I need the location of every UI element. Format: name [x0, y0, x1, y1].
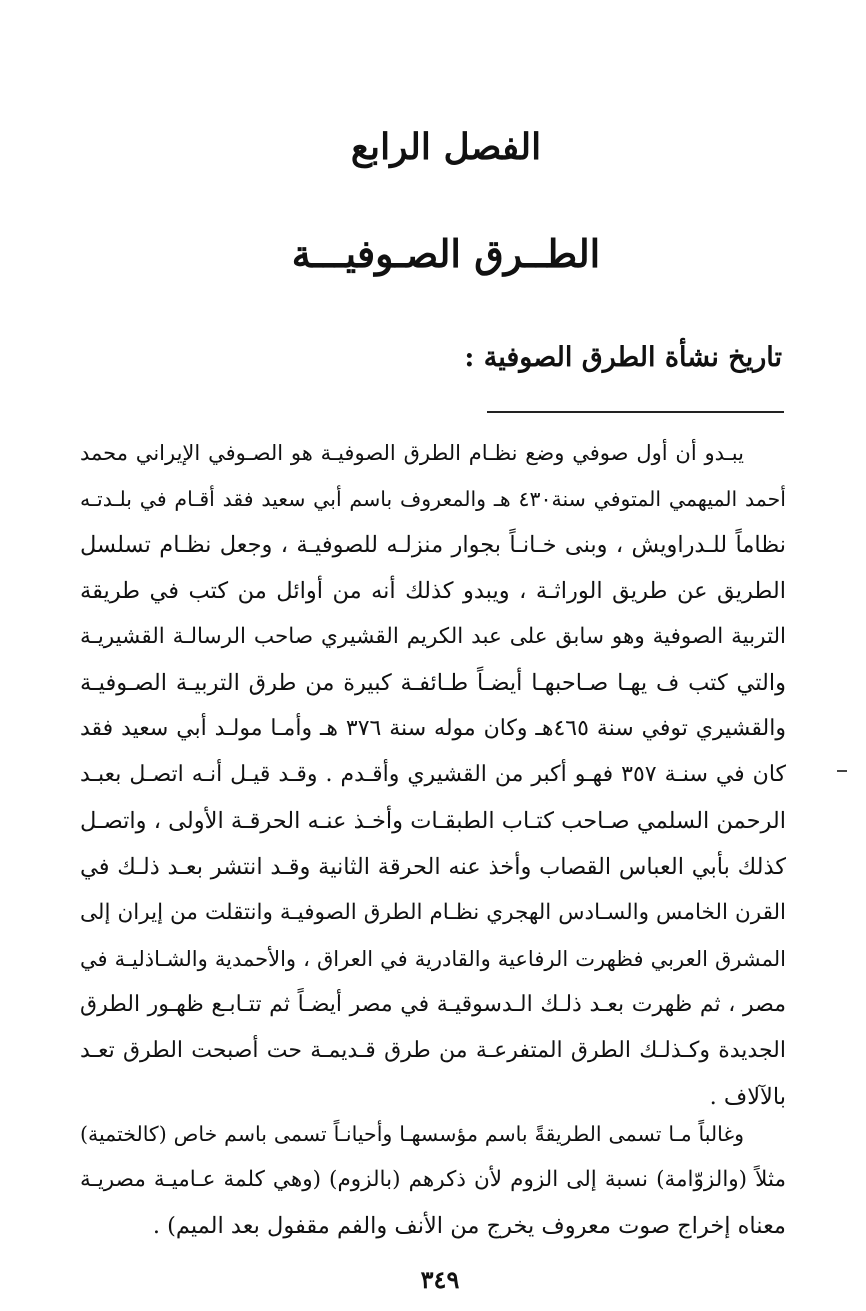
text-line: القرن الخامس والسـادس الهجري نظـام الطرق الصوفيـة وانتقلت من إيران إلى [80, 900, 786, 925]
heading-divider [487, 411, 784, 413]
page-number: ٣٤٩ [420, 1265, 460, 1294]
text-line: أحمد الميهمي المتوفي سنة٤٣٠ هـ والمعروف باسم أبي سعيد فقد أقـام في بلـدتـه [80, 487, 786, 511]
paragraph-2 [80, 1111, 786, 1249]
text-line: التربية الصوفية وهو سابق على عبد الكريم القشيري صاحب الرسالـة القشيريـة [80, 624, 786, 649]
text-line: والتي كتب ف يهـا صـاحبهـا أيضـاً طـائفـة كبيرة من طرق التربيـة الصـوفيـة [80, 670, 786, 696]
text-line: معناه إخراج صوت معروف يخرج من الأنف والفم مقفول بعد الميم) . [152, 1213, 786, 1239]
text-line: بالآلاف . [709, 1084, 786, 1110]
text-line: مثلاً (والزوّامة) نسبة إلى الزوم لأن ذكرهم (بالزوم) (وهي كلمة عـاميـة مصريـة [80, 1167, 786, 1192]
text-line: والقشيري توفي سنة ٤٦٥هـ وكان موله سنة ٣٧٦ هـ وأمـا مولـد أبي سعيد فقد [80, 716, 786, 741]
text-line: الرحمن السلمي صـاحب كتـاب الطبقـات وأخـذ عنـه الحرقـة الأولى ، واتصـل [80, 808, 786, 834]
text-line: مصر ، ثم ظهرت بعـد ذلـك الـدسوقيـة في مصر أيضـاً ثم تتـابـع ظهـور الطرق [80, 992, 786, 1017]
chapter-title: الفصل الرابع [350, 126, 542, 168]
page-title: الطــرق الصـوفيـــة [291, 231, 601, 276]
text-line: كان في سنـة ٣٥٧ فهـو أكبر من القشيري وأقـدم . وقـد قيـل أنـه اتصـل بعبـد [80, 762, 786, 787]
text-line: نظاماً للـدراويش ، وبنى خـانـاً بجوار منزلـه للصوفيـة ، وجعل نظـام تسلسل [80, 532, 786, 558]
text-line: الطريق عن طريق الوراثـة ، ويبدو كذلك أنه من أوائل من كتب في طريقة [80, 578, 786, 604]
text-line: الجديدة وكـذلـك الطرق المتفرعـة من طرق قـديمـة حت أصبحت الطرق تعـد [80, 1038, 786, 1063]
section-heading: تاريخ نشأة الطرق الصوفية : [464, 342, 782, 373]
scan-artifact [837, 770, 847, 772]
text-line: كذلك بأبي العباس القصاب وأخذ عنه الحرقة الثانية وقـد انتشر بعـد ذلـك في [80, 854, 786, 880]
text-line: يبـدو أن أول صوفي وضع نظـام الطرق الصوفيـة هو الصـوفي الإيراني محمد [80, 441, 744, 465]
text-line: وغالباً مـا تسمى الطريقةً باسم مؤسسهـا وأحيانـاً تسمى باسم خاص (كالختمية) [80, 1122, 744, 1146]
paragraph-1 [80, 430, 786, 1120]
text-line: المشرق العربي فظهرت الرفاعية والقادرية في العراق ، والأحمدية والشـاذليـة في [80, 947, 786, 971]
